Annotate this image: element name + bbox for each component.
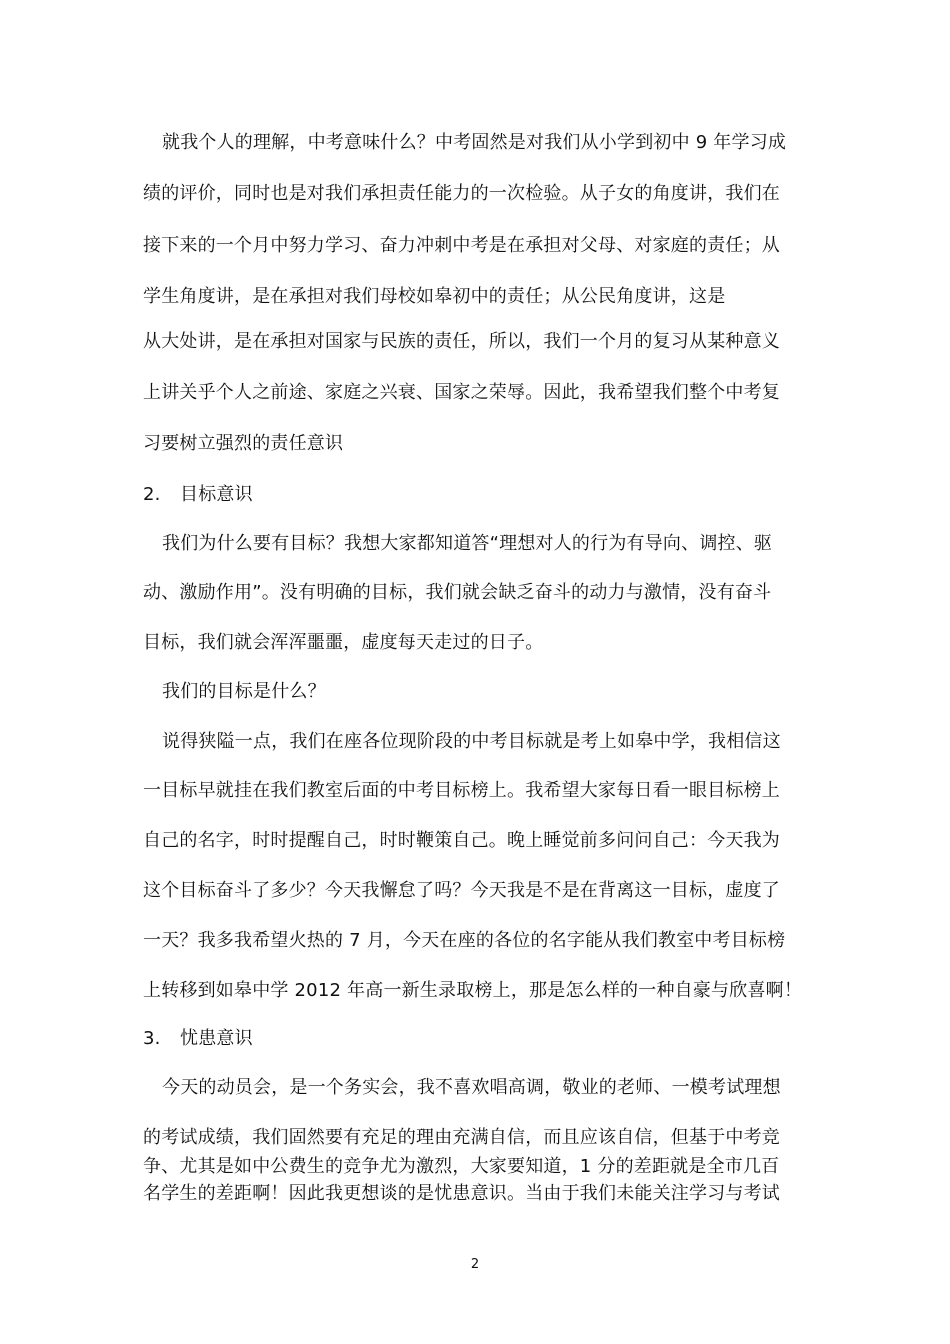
paragraph-line: 一目标早就挂在我们教室后面的中考目标榜上。我希望大家每日看一眼目标榜上 xyxy=(143,780,780,801)
page-number: 2 xyxy=(470,1257,480,1272)
paragraph-line: 绩的评价，同时也是对我们承担责任能力的一次检验。从子女的角度讲，我们在 xyxy=(143,183,780,204)
section-number: 2. xyxy=(143,484,161,505)
paragraph-line: 动、激励作用”。没有明确的目标，我们就会缺乏奋斗的动力与激情，没有奋斗 xyxy=(143,582,772,603)
paragraph-line: 争、尤其是如中公费生的竞争尤为激烈，大家要知道，1 分的差距就是全市几百 xyxy=(143,1156,780,1177)
paragraph-line: 一天？我多我希望火热的 7 月，今天在座的各位的名字能从我们教室中考目标榜 xyxy=(143,930,786,951)
paragraph-line: 上转移到如皋中学 2012 年高一新生录取榜上，那是怎么样的一种自豪与欣喜啊！ xyxy=(143,980,803,1001)
paragraph-line: 就我个人的理解，中考意味什么？中考固然是对我们从小学到初中 9 年学习成 xyxy=(162,132,787,153)
paragraph-line: 的考试成绩，我们固然要有充足的理由充满自信，而且应该自信，但基于中考竞 xyxy=(143,1127,780,1148)
paragraph-line: 说得狭隘一点，我们在座各位现阶段的中考目标就是考上如皋中学，我相信这 xyxy=(162,731,781,752)
paragraph-line: 自己的名字，时时提醒自己，时时鞭策自己。晚上睡觉前多问问自己：今天我为 xyxy=(143,830,780,851)
paragraph-line: 学生角度讲，是在承担对我们母校如皋初中的责任；从公民角度讲，这是 xyxy=(143,286,726,307)
paragraph-line: 我们为什么要有目标？我想大家都知道答“理想对人的行为有导向、调控、驱 xyxy=(162,533,773,554)
section-heading: 目标意识 xyxy=(180,484,253,505)
paragraph-line: 习要树立强烈的责任意识 xyxy=(143,433,344,454)
paragraph-line: 目标，我们就会浑浑噩噩，虚度每天走过的日子。 xyxy=(143,632,544,653)
paragraph-line: 这个目标奋斗了多少？今天我懈怠了吗？今天我是不是在背离这一目标，虚度了 xyxy=(143,880,780,901)
paragraph-line: 名学生的差距啊！因此我更想谈的是忧患意识。当由于我们未能关注学习与考试 xyxy=(143,1183,780,1204)
paragraph-line: 我们的目标是什么？ xyxy=(162,681,326,702)
paragraph-line: 接下来的一个月中努力学习、奋力冲刺中考是在承担对父母、对家庭的责任；从 xyxy=(143,235,780,256)
section-heading: 忧患意识 xyxy=(180,1028,253,1049)
paragraph-line: 上讲关乎个人之前途、家庭之兴衰、国家之荣辱。因此，我希望我们整个中考复 xyxy=(143,382,780,403)
section-number: 3. xyxy=(143,1028,161,1049)
paragraph-line: 从大处讲，是在承担对国家与民族的责任，所以，我们一个月的复习从某种意义 xyxy=(143,331,780,352)
paragraph-line: 今天的动员会，是一个务实会，我不喜欢唱高调，敬业的老师、一模考试理想 xyxy=(162,1077,781,1098)
